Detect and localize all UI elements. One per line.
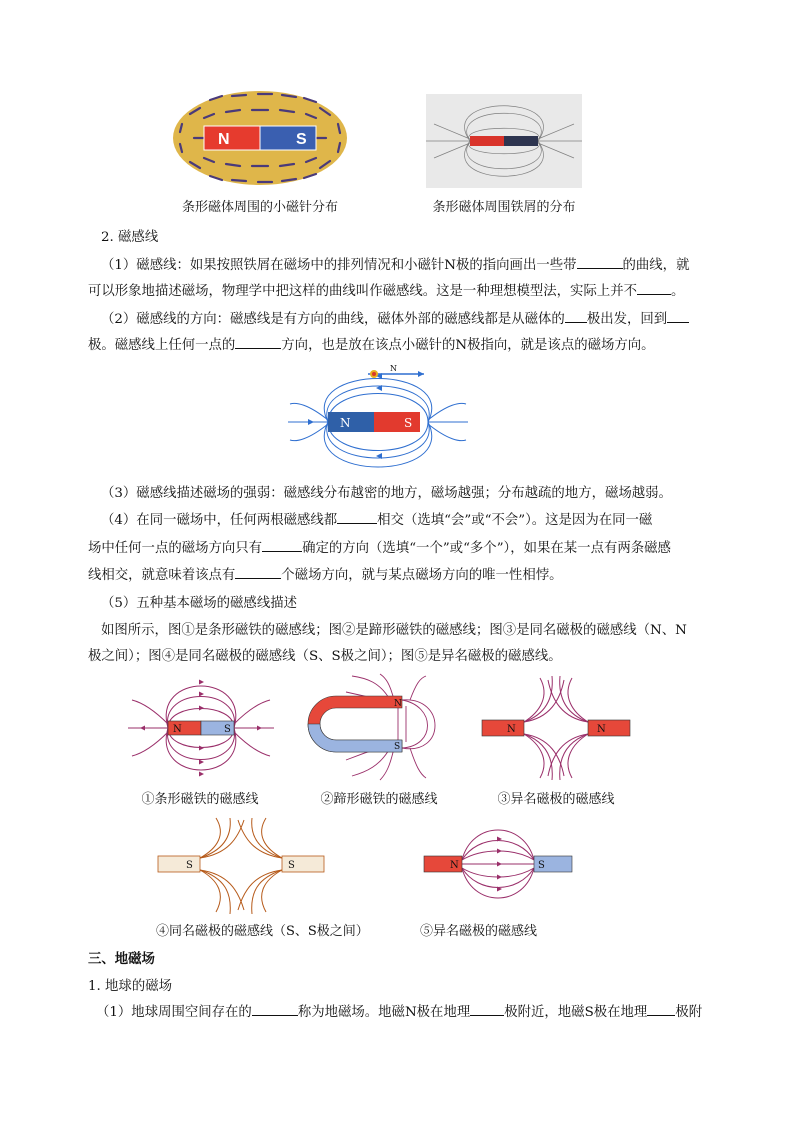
blank bbox=[470, 1003, 504, 1016]
blank bbox=[235, 336, 281, 349]
fig2-n-label: N bbox=[394, 699, 402, 709]
fig2-s-label: S bbox=[394, 742, 401, 752]
diagram-n-label: N bbox=[340, 416, 351, 430]
fig5-s-label: S bbox=[538, 860, 545, 871]
iron-filings-figure bbox=[426, 94, 582, 188]
paragraph-4-line-2: 场中任何一点的磁场方向只有 确定的方向（选填“一个”或“多个”），如果在某一点有两条磁感 bbox=[88, 541, 671, 556]
section3-paragraph-1: （1）地球周围空间存在的 称为地磁场。地磁N极在地理 极附近，地磁S极在地理 极附 bbox=[96, 1005, 703, 1020]
blank bbox=[337, 511, 377, 524]
fig1-s-label: S bbox=[224, 724, 231, 735]
fig3-n-left-label: N bbox=[507, 724, 516, 735]
magnet-n-label: N bbox=[218, 131, 230, 148]
paragraph-5-heading: （5）五种基本磁场的磁感线描述 bbox=[101, 596, 297, 611]
magnet-s-label: S bbox=[296, 131, 307, 148]
paragraph-4-line-1: （4）在同一磁场中，任何两根磁感线都 相交（选填“会”或“不会”）。这是因为在同一磁 bbox=[101, 513, 653, 528]
fig3-n-right-label: N bbox=[597, 724, 606, 735]
fig4-s-left-label: S bbox=[186, 860, 193, 871]
fig5-n-label: N bbox=[450, 860, 459, 871]
blank bbox=[565, 310, 587, 323]
filings-figure-caption: 条形磁体周围铁屑的分布 bbox=[432, 200, 576, 215]
figure-1-bar-magnet bbox=[126, 676, 276, 780]
figure-3-n-n-poles bbox=[480, 676, 632, 780]
figure-2-horseshoe-magnet bbox=[306, 676, 446, 780]
blank bbox=[667, 310, 689, 323]
needle-n-label: N bbox=[390, 364, 397, 373]
paragraph-1-line-1: （1）磁感线：如果按照铁屑在磁场中的排列情况和小磁针N极的指向画出一些带 的曲线，就 bbox=[101, 258, 690, 273]
fig4-caption: ④同名磁极的磁感线（S、S极之间） bbox=[156, 924, 369, 939]
fig3-caption: ③异名磁极的磁感线 bbox=[497, 792, 615, 807]
section-heading-magnetic-lines: 2. 磁感线 bbox=[101, 230, 159, 245]
blank bbox=[235, 566, 281, 579]
fig2-caption: ②蹄形磁铁的磁感线 bbox=[320, 792, 438, 807]
compass-distribution-figure bbox=[170, 88, 350, 188]
fig5-caption: ⑤异名磁极的磁感线 bbox=[420, 924, 538, 939]
section-heading-earth-magnetic-field: 三、地磁场 bbox=[88, 951, 155, 967]
paragraph-2-line-1: （2）磁感线的方向：磁感线是有方向的曲线，磁体外部的磁感线都是从磁体的 极出发，回到 bbox=[101, 308, 689, 327]
subsection-heading-earth-field: 1. 地球的磁场 bbox=[88, 979, 172, 994]
diagram-s-label: S bbox=[404, 416, 413, 430]
paragraph-5-line-2: 极之间）；图④是同名磁极的磁感线（S、S极之间）；图⑤是异名磁极的磁感线。 bbox=[88, 649, 562, 664]
blank bbox=[252, 1003, 298, 1016]
bar-magnet-field-lines-diagram bbox=[288, 364, 468, 474]
fig1-n-label: N bbox=[173, 724, 182, 735]
figure-5-n-s-poles bbox=[422, 822, 574, 912]
paragraph-3: （3）磁感线描述磁场的强弱：磁感线分布越密的地方，磁场越强；分布越疏的地方，磁场越弱。 bbox=[101, 486, 672, 501]
paragraph-5-line-1: 如图所示，图①是条形磁铁的磁感线；图②是蹄形磁铁的磁感线；图③是同名磁极的磁感线（N、N bbox=[101, 623, 687, 638]
fig1-caption: ①条形磁铁的磁感线 bbox=[141, 792, 259, 807]
paragraph-2-line-2: 极。磁感线上任何一点的 方向，也是放在该点小磁针的N极指向，就是该点的磁场方向。 bbox=[88, 338, 655, 353]
fig4-s-right-label: S bbox=[288, 860, 295, 871]
blank bbox=[637, 282, 671, 295]
blank bbox=[647, 1003, 675, 1016]
blank bbox=[577, 256, 623, 269]
paragraph-4-line-3: 线相交，就意味着该点有 个磁场方向，就与某点磁场方向的唯一性相悖。 bbox=[88, 568, 563, 583]
paragraph-1-line-2: 可以形象地描述磁场，物理学中把这样的曲线叫作磁感线。这是一种理想模型法，实际上并不 。 bbox=[88, 284, 685, 299]
figure-4-s-s-poles bbox=[156, 818, 326, 914]
compass-figure-caption: 条形磁体周围的小磁针分布 bbox=[181, 200, 338, 215]
blank bbox=[262, 539, 302, 552]
